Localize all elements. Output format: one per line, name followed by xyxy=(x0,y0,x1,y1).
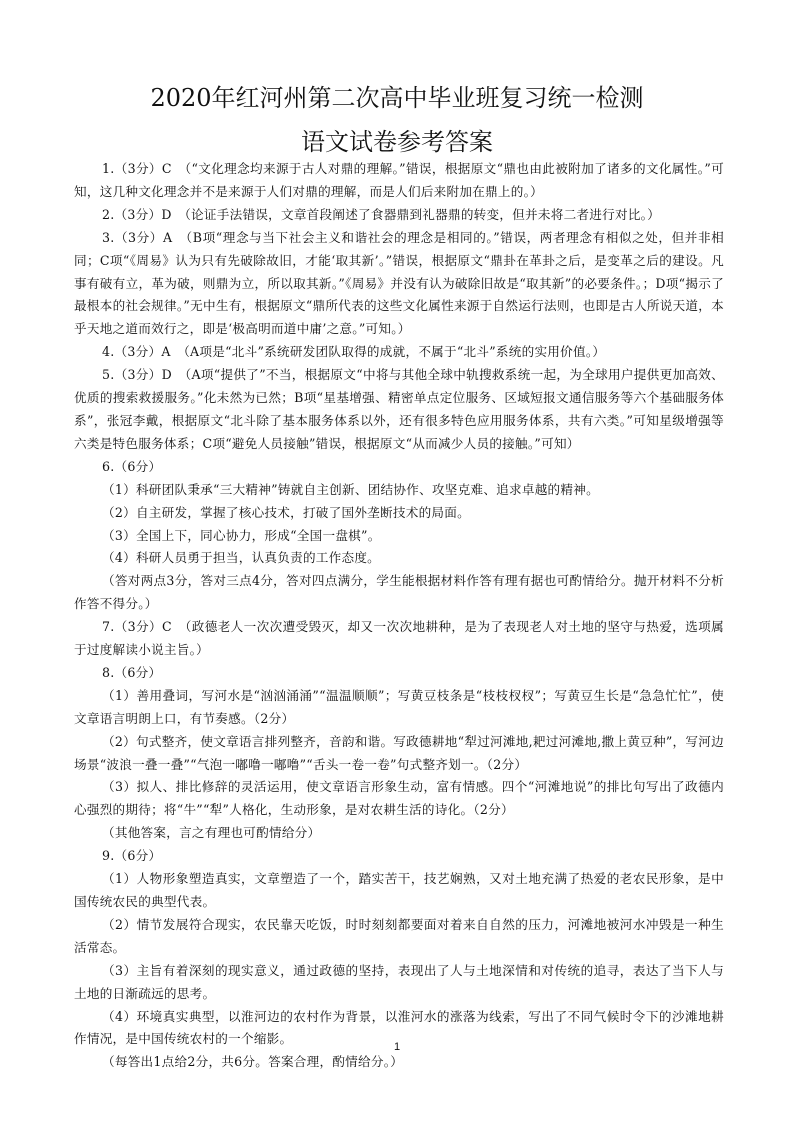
answer-3: 3.（3分）A （B项“理念与当下社会主义和谐社会的理念是相同的。”错误，两者理念有相似之处，但并非相同；C项“《周易》认为只有先破除故旧，才能‘取其新’。”错误，根据原文“鼎卦在革卦之后，是变革之后的建设。凡事有破有立，革为破，则鼎为立，所以取其新。”《周易》并没有认为破除旧故是“取其新”的必要条件。；D项“揭示了最根本的社会规律。”无中生有，根据原文“鼎所代表的这些文化属性来源于自然运行法则，也即是古人所说天道，本乎天地之道而效行之，即是‘极高明而道中庸’之意。”可知。） xyxy=(74,229,724,337)
answer-6-heading: 6.（6分） xyxy=(102,458,162,474)
answer-content xyxy=(74,158,724,1074)
answer-9-point-2: （2）情节发展符合现实，农民靠天吃饭，时时刻刻都要面对着来自自然的压力，河滩地被河水冲毁是一种生活常态。 xyxy=(74,916,724,955)
answer-9-point-1: （1）人物形象塑造真实，文章塑造了一个，踏实苦干，技艺娴熟，又对土地充满了热爱的老农民形象，是中国传统农民的典型代表。 xyxy=(74,871,724,909)
answer-4: 4.（3分）A （A项是“北斗”系统研发团队取得的成就，不属于“北斗”系统的实用价值。） xyxy=(102,344,606,360)
page-number: 1 xyxy=(393,1041,401,1053)
answer-8-point-1: （1）善用叠词，写河水是“汹汹涌涌”“温温顺顺”；写黄豆枝条是“枝枝杈杈”；写黄豆生长是“急急忙忙”，使文章语言明朗上口，有节奏感。（2分） xyxy=(74,687,724,726)
answer-6-scoring-note: （答对两点3分，答对三点4分，答对四点满分，学生能根据材料作答有理有据也可酌情给分。抛开材料不分析作答不得分。） xyxy=(74,573,724,612)
answer-6-point-3: （3）全国上下，同心协力，形成“全国一盘棋”。 xyxy=(102,527,381,543)
answer-8-point-3: （3）拟人、排比修辞的灵活运用，使文章语言形象生动，富有情感。四个“河滩地说”的排比句写出了政德内心强烈的期待；将“牛”“犁”人格化，生动形象，是对农耕生活的诗化。（2分） xyxy=(74,779,724,818)
answer-9-scoring-note: （每答出1点给2分，共6分。答案合理，酌情给分。） xyxy=(102,1054,404,1070)
answer-9-point-4: （4）环境真实典型，以淮河边的农村作为背景，以淮河水的涨落为线索，写出了不同气候时令下的沙滩地耕作情况，是中国传统农村的一个缩影。 xyxy=(74,1008,724,1047)
answer-8-scoring-note: （其他答案，言之有理也可酌情给分） xyxy=(102,825,321,841)
document-subtitle: 语文试卷参考答案 xyxy=(301,128,493,156)
answer-6-point-2: （2）自主研发，掌握了核心技术，打破了国外垄断技术的局面。 xyxy=(102,504,470,520)
answer-9-point-3: （3）主旨有着深刻的现实意义，通过政德的坚持，表现出了人与土地深情和对传统的追寻，表达了当下人与土地的日渐疏远的思考。 xyxy=(74,962,724,1001)
answer-5: 5.（3分）D （A项“提供了”不当，根据原文“中将与其他全球中轨搜救系统一起，为全球用户提供更加高效、优质的搜索救援服务。”化未然为已然；B项“星基增强、精密单点定位服务、区域短报文通信服务等六个基础服务体系”，张冠李戴，根据原文“北斗除了基本服务体系以外，还有很多特色应用服务体系，共有六类。”可知星级增强等六类是特色服务体系；C项“避免人员接触”错误，根据原文“从而减少人员的接触。”可知） xyxy=(74,367,724,451)
answer-9-heading: 9.（6分） xyxy=(102,848,162,864)
answer-8-heading: 8.（6分） xyxy=(102,664,162,680)
answer-7: 7.（3分）C （政德老人一次次遭受毁灭，却又一次次地耕种，是为了表现老人对土地的坚守与热爱，选项属于过度解读小说主旨。） xyxy=(74,619,724,658)
answer-1: 1.（3分）C （“文化理念均来源于古人对鼎的理解。”错误，根据原文“鼎也由此被附加了诸多的文化属性。”可知，这几种文化理念并不是来源于人们对鼎的理解，而是人们后来附加在鼎上的。） xyxy=(74,161,724,199)
answer-8-point-2: （2）句式整齐，使文章语言排列整齐，音韵和谐。写政德耕地“犁过河滩地,耙过河滩地,撒上黄豆种”，写河边场景“波浪一叠一叠”“气泡一嘟噜一嘟噜”“舌头一卷一卷”句式整齐划一。（2分） xyxy=(74,733,724,772)
answer-6-point-4: （4）科研人员勇于担当，认真负责的工作态度。 xyxy=(102,550,381,566)
answer-6-point-1: （1）科研团队秉承“三大精神”铸就自主创新、团结协作、攻坚克难、追求卓越的精神。 xyxy=(102,481,599,497)
document-title: 2020年红河州第二次高中毕业班复习统一检测 xyxy=(150,84,644,112)
answer-2: 2.（3分）D （论证手法错误，文章首段阐述了食器鼎到礼器鼎的转变，但并未将二者进行对比。） xyxy=(102,206,661,222)
